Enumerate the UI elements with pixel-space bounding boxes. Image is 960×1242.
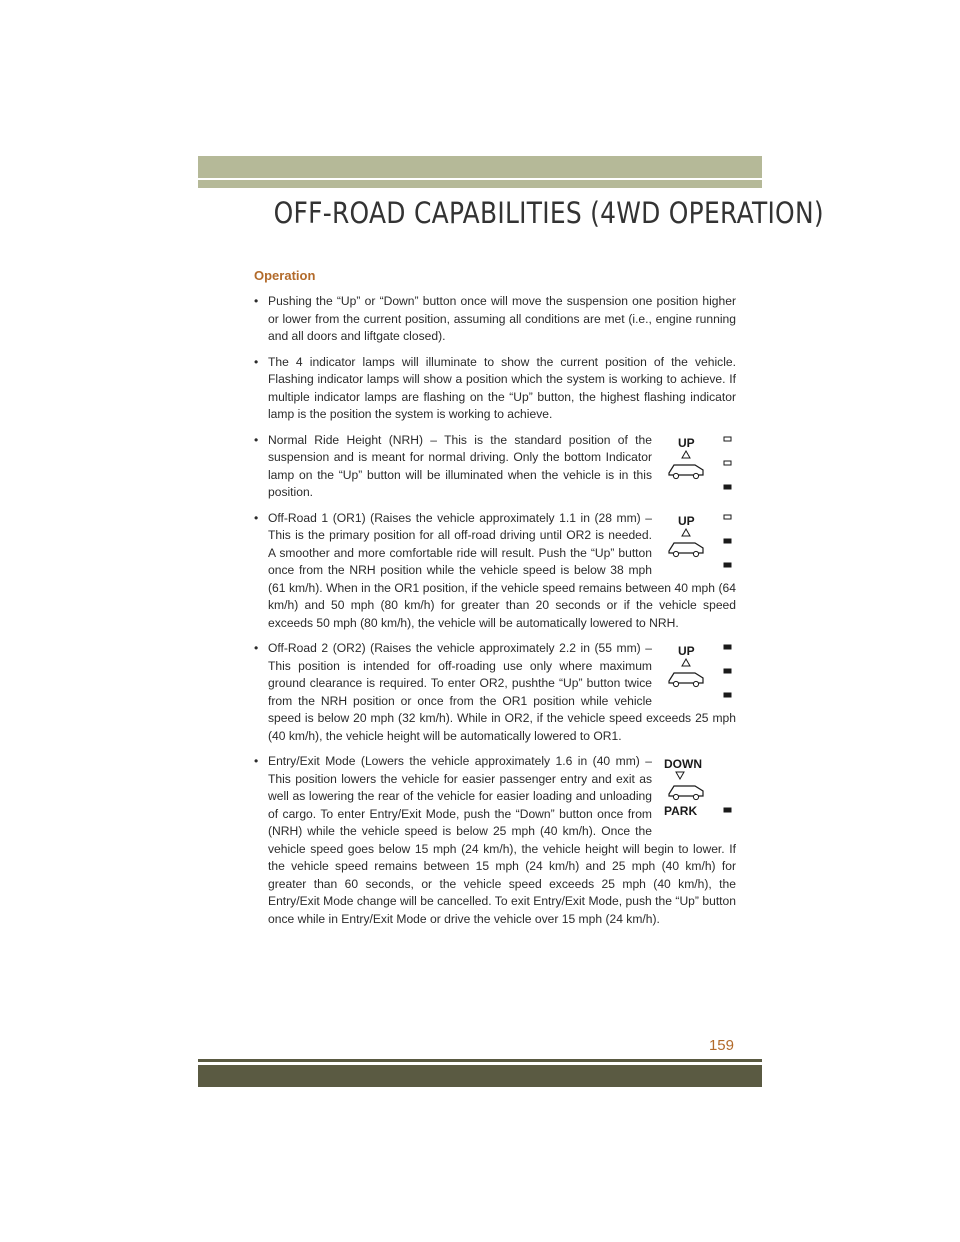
item-text: Pushing the “Up” or “Down” button once will move the suspension one position higher or lower from the current position, assuming all conditions are met (i.e., engine running and all doors and liftgate closed).	[268, 294, 736, 343]
park-label: PARK	[664, 804, 698, 818]
item-text: Off-Road 2 (OR2) (Raises the vehicle approximately 2.2 in (55 mm) – This position is intended for off-roading use only where maximum ground clearance is required. To enter OR2, pushthe “Up” button twice from the NRH position or once from the OR1 position while vehicle speed is below 20 mph (32 km/h). While in OR2, if the vehicle speed exceeds 25 mph (40 km/h), the vehicle height will be automatically lowered to OR1.	[268, 641, 736, 743]
section-heading: Operation	[254, 268, 316, 283]
indicator-lamp-top	[724, 645, 731, 649]
indicator-lamp-bottom	[724, 563, 731, 567]
down-arrow-icon	[676, 772, 684, 779]
item-text: Entry/Exit Mode (Lowers the vehicle approximately 1.6 in (40 mm) – This position lowers the vehicle for easier passenger entry and exit as well as lowering the rear of the vehicle for easier loading and unloading of cargo. To enter Entry/Exit Mode, push the “Down” button once from (NRH) while the vehicle speed is below 25 mph (40 km/h). Once the vehicle speed goes below 15 mph (24 km/h), the vehicle height will begin to lower. If the vehicle speed remains between 15 mph (24 km/h) and 25 mph (40 km/h) for greater than 60 seconds, or the vehicle speed exceeds 25 mph (40 km/h), the Entry/Exit Mode change will be cancelled. To exit Entry/Exit Mode, push the “Up” button once while in Entry/Exit Mode or drive the vehicle over 15 mph (24 km/h).	[268, 754, 736, 926]
page-content	[254, 268, 736, 936]
down-figure	[660, 755, 736, 825]
indicator-lamp-top	[724, 437, 731, 441]
list-item-indicator-lamps	[254, 354, 736, 424]
vehicle-icon	[669, 786, 703, 800]
item-text: The 4 indicator lamps will illuminate to show the current position of the vehicle. Flashing indicator lamps will show a position which the system is working to achieve. If multiple indicator lamps are flashing on the “Up” button, the highest flashing indicator lamp is the position the system is working to achieve.	[268, 354, 736, 421]
up-label: UP	[678, 435, 695, 450]
bullet-icon: •	[254, 754, 259, 768]
list-item-nrh	[254, 432, 736, 502]
chapter-title: OFF-ROAD CAPABILITIES (4WD OPERATION)	[273, 196, 824, 230]
indicator-lamp-middle	[724, 669, 731, 673]
page-number: 159	[708, 1037, 734, 1054]
item-text: Off-Road 1 (OR1) (Raises the vehicle approximately 1.1 in (28 mm) – This is the primary position for all off-road driving until OR2 is needed. A smoother and more comfortable ride will result. Push the “Up” button once from the NRH position while the vehicle speed is below 38 mph (61 km/h). When in the OR1 position, if the vehicle speed remains between 40 mph (64 km/h) and 50 mph (80 km/h) for greater than 20 seconds or if the vehicle speed exceeds 50 mph (80 km/h), the vehicle will be automatically lowered to NRH.	[268, 510, 736, 630]
or2-figure	[660, 642, 736, 706]
up-arrow-icon	[682, 659, 690, 666]
bullet-icon: •	[254, 510, 259, 525]
bullet-icon: •	[254, 294, 259, 308]
indicator-lamp-middle	[724, 461, 731, 465]
bullet-icon: •	[254, 641, 259, 655]
list-item-pushing	[254, 293, 736, 346]
header-rule	[198, 180, 762, 188]
list-item-entry-exit	[254, 753, 736, 928]
bullet-icon: •	[254, 354, 259, 369]
up-label: UP	[678, 644, 695, 658]
vehicle-icon	[669, 543, 703, 557]
footer-band	[198, 1065, 762, 1087]
nrh-figure	[660, 434, 736, 498]
indicator-lamp-top	[724, 515, 731, 519]
header-band	[198, 156, 762, 178]
item-text: Normal Ride Height (NRH) – This is the standard position of the suspension and is meant for normal driving. Only the bottom Indicator lamp on the “Up” button will be illuminated when the vehicle is in this position.	[268, 432, 652, 499]
indicator-lamp-bottom	[724, 485, 731, 489]
or1-figure	[660, 512, 736, 576]
footer-rule	[198, 1059, 762, 1062]
vehicle-icon	[669, 465, 703, 479]
indicator-lamp-middle	[724, 539, 731, 543]
up-arrow-icon	[682, 451, 690, 458]
list-item-or2	[254, 640, 736, 745]
indicator-lamp-bottom	[724, 693, 731, 697]
list-item-or1	[254, 510, 736, 633]
up-arrow-icon	[682, 529, 690, 536]
bullet-icon: •	[254, 432, 259, 447]
vehicle-icon	[669, 673, 703, 687]
down-indicator-lamp	[724, 808, 731, 812]
up-label: UP	[678, 513, 695, 528]
down-label: DOWN	[664, 757, 702, 771]
